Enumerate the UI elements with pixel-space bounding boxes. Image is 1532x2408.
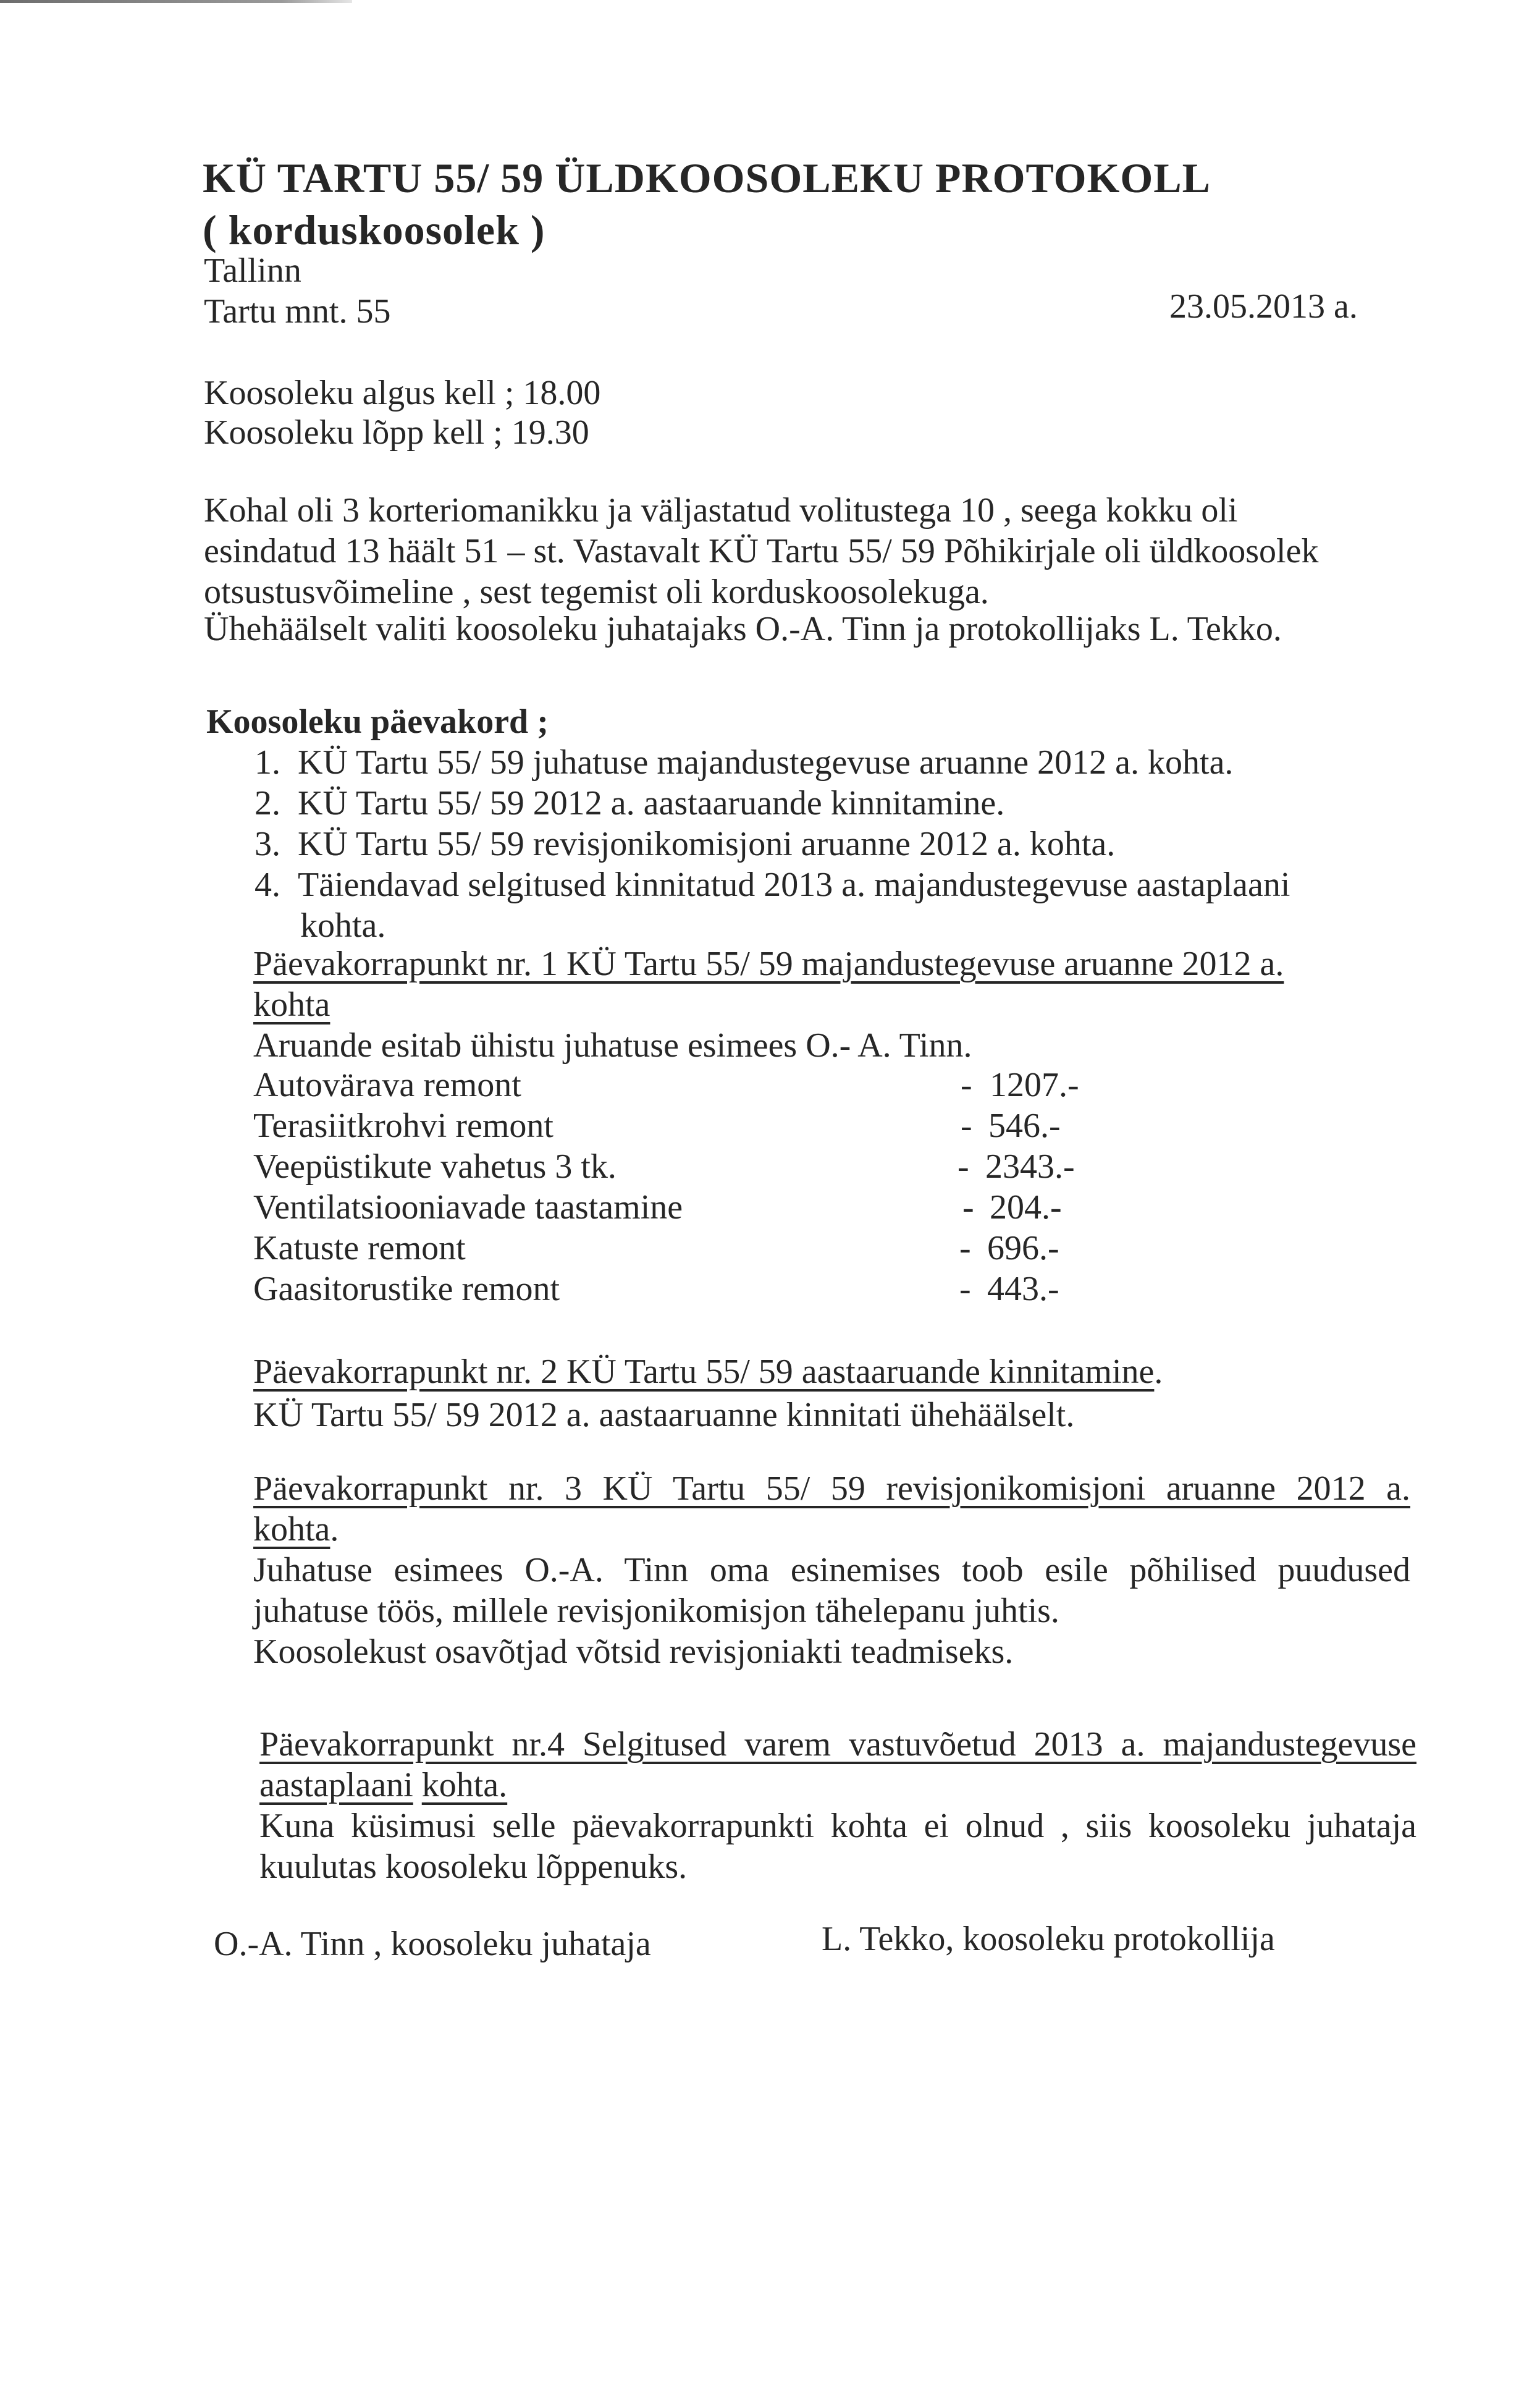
expense-amount: 443.- (987, 1270, 1059, 1308)
agenda-item (255, 745, 1233, 780)
agenda-item-text: KÜ Tartu 55/ 59 2012 a. aastaaruande kinnitamine. (298, 784, 1005, 822)
point4-section (259, 1724, 1416, 1887)
point3-text-line-2: juhatuse töös, millele revisjonikomisjon tähelepanu juhtis. (253, 1592, 1059, 1630)
expense-label: Ventilatsiooniavade taastamine (253, 1188, 683, 1227)
document-title: KÜ TARTU 55/ 59 ÜLDKOOSOLEKU PROTOKOLL (203, 154, 1211, 201)
meeting-end-time: Koosoleku lõpp kell ; 19.30 (204, 413, 589, 452)
agenda-item-text: KÜ Tartu 55/ 59 revisjonikomisjoni aruanne 2012 a. kohta. (298, 825, 1116, 863)
point3-heading-line-2-text: kohta (253, 1510, 330, 1548)
chair-signature: O.-A. Tinn , koosoleku juhataja (214, 1925, 651, 1963)
document-subtitle: ( korduskoosolek ) (203, 206, 545, 253)
expense-label: Terasiitkrohvi remont (253, 1107, 553, 1145)
expense-dash: - (958, 1147, 969, 1186)
point3-heading-line-1: Päevakorrapunkt nr. 3 KÜ Tartu 55/ 59 revisjonikomisjoni aruanne 2012 a. (253, 1469, 1410, 1508)
agenda-item-number: 4. (255, 866, 280, 904)
point3-heading-line-2 (253, 1509, 1410, 1550)
point3-text-line-1: Juhatuse esimees O.-A. Tinn oma esinemises toob esile põhilised puudused (253, 1551, 1410, 1589)
agenda-heading: Koosoleku päevakord ; (206, 703, 549, 741)
point1-heading-line-1: Päevakorrapunkt nr. 1 KÜ Tartu 55/ 59 majandustegevuse aruanne 2012 a. (253, 945, 1284, 983)
city: Tallinn (204, 251, 301, 290)
expense-row (253, 1068, 1118, 1105)
expense-amount: 696.- (987, 1229, 1059, 1267)
point4-heading-line-2 (259, 1765, 1416, 1806)
expense-dash: - (962, 1188, 974, 1227)
expense-label: Autovärava remont (253, 1066, 521, 1104)
point3-text-line-3: Koosolekust osavõtjad võtsid revisjoniakti teadmiseks. (253, 1633, 1014, 1671)
point1-presenter: Aruande esitab ühistu juhatuse esimees O.- A. Tinn. (253, 1026, 972, 1065)
expense-amount: 2343.- (985, 1147, 1075, 1186)
expense-row (253, 1190, 1118, 1227)
point4-text-line-1: Kuna küsimusi selle päevakorrapunkti kohta ei olnud , siis koosoleku juhataja (259, 1807, 1416, 1845)
intro-line-1: Kohal oli 3 korteriomanikku ja väljastatud volitustega 10 , seega kokku oli (204, 491, 1238, 530)
point2-heading-period: . (1154, 1353, 1163, 1391)
expense-amount: 204.- (990, 1188, 1062, 1227)
point3-heading-period: . (330, 1510, 339, 1548)
agenda-item-text: KÜ Tartu 55/ 59 juhatuse majandustegevuse aruanne 2012 a. kohta. (298, 743, 1234, 782)
intro-line-2: esindatud 13 häält 51 – st. Vastavalt KÜ Tartu 55/ 59 Põhikirjale oli üldkoosolek (204, 532, 1319, 570)
expense-amount: 1207.- (990, 1066, 1079, 1104)
point4-text-line-2: kuulutas koosoleku lõppenuks. (259, 1848, 688, 1886)
expense-dash: - (961, 1107, 972, 1145)
point2-heading-text: Päevakorrapunkt nr. 2 KÜ Tartu 55/ 59 aastaaruande kinnitamine (253, 1353, 1155, 1391)
address: Tartu mnt. 55 (204, 292, 391, 331)
expense-row (253, 1231, 1118, 1268)
agenda-item (255, 786, 1004, 821)
intro-line-4: Ühehäälselt valiti koosoleku juhatajaks O.-A. Tinn ja protokollijaks L. Tekko. (204, 610, 1282, 648)
secretary-signature: L. Tekko, koosoleku protokollija (822, 1920, 1275, 1958)
agenda-item-text: Täiendavad selgitused kinnitatud 2013 a. majandustegevuse aastaplaani (298, 866, 1290, 904)
scan-edge-artifact (0, 0, 352, 3)
expense-dash: - (959, 1229, 971, 1267)
meeting-start-time: Koosoleku algus kell ; 18.00 (204, 374, 601, 412)
point3-section (253, 1468, 1410, 1672)
expense-amount: 546.- (988, 1107, 1061, 1145)
expense-label: Veepüstikute vahetus 3 tk. (253, 1147, 617, 1186)
agenda-item-continuation: kohta. (300, 906, 386, 945)
expense-row (253, 1272, 1118, 1309)
expense-dash: - (961, 1066, 972, 1104)
agenda-item-number: 1. (255, 743, 280, 782)
agenda-item (255, 868, 1290, 902)
document-date: 23.05.2013 a. (1169, 287, 1358, 326)
expense-label: Gaasitorustike remont (253, 1270, 560, 1308)
expense-label: Katuste remont (253, 1229, 466, 1267)
agenda-item-number: 2. (255, 784, 280, 822)
agenda-item-number: 3. (255, 825, 280, 863)
expense-row (253, 1109, 1118, 1146)
intro-line-3: otsustusvõimeline , sest tegemist oli korduskoosolekuga. (204, 573, 989, 611)
point2-heading (253, 1354, 1163, 1389)
point4-heading-line-2a: aastaplaani (259, 1766, 413, 1804)
point4-heading-line-2b: kohta. (421, 1766, 508, 1804)
expense-row (253, 1149, 1118, 1186)
agenda-item (255, 827, 1115, 861)
point4-heading-line-1: Päevakorrapunkt nr.4 Selgitused varem vastuvõetud 2013 a. majandustegevuse (259, 1725, 1416, 1764)
point2-text: KÜ Tartu 55/ 59 2012 a. aastaaruanne kinnitati ühehäälselt. (253, 1396, 1075, 1434)
point1-heading-line-2: kohta (253, 986, 330, 1024)
expense-dash: - (959, 1270, 971, 1308)
